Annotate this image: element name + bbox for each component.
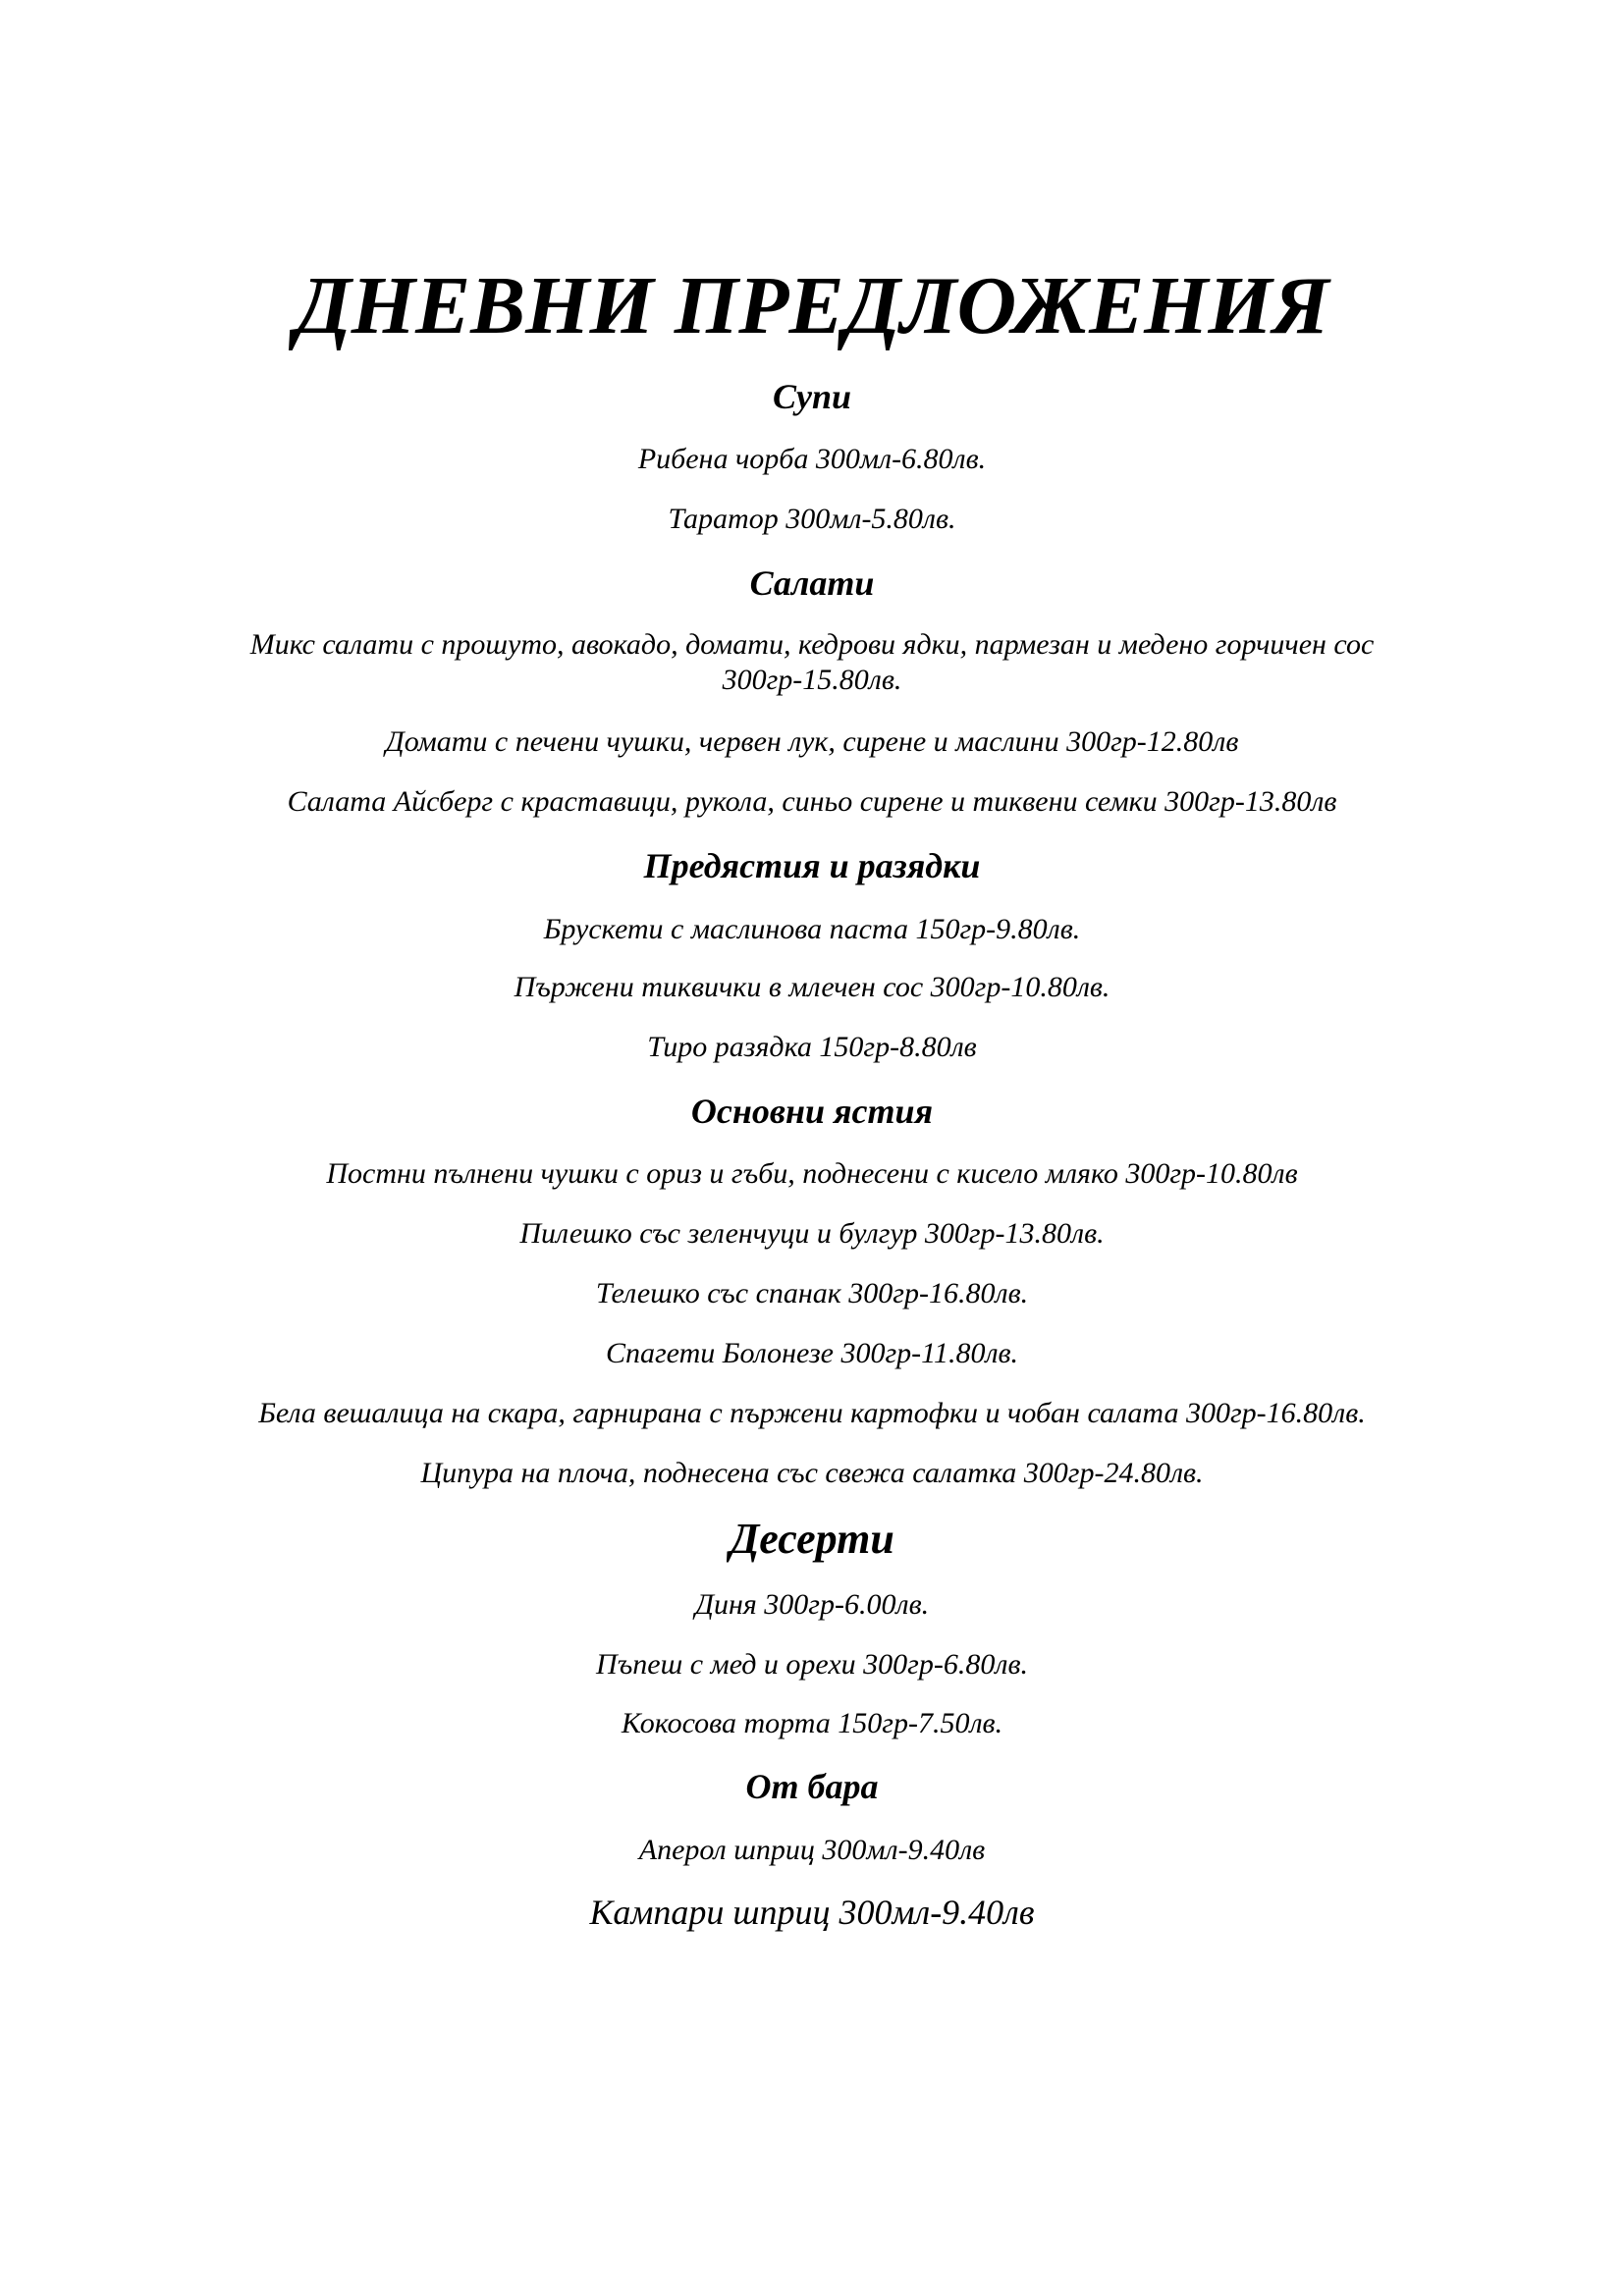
menu-item: Кампари шприц 300мл-9.40лв <box>589 1893 1035 1932</box>
menu-item: Кокосова торта 150гр-7.50лв. <box>621 1707 1003 1739</box>
section-heading-soups: Супи <box>772 377 852 416</box>
menu-item: Рибена чорба 300мл-6.80лв. <box>637 443 987 475</box>
menu-item: Телешко със спанак 300гр-16.80лв. <box>595 1277 1029 1309</box>
menu-item: Пържени тиквички в млечен сос 300гр-10.80лв. <box>514 971 1110 1003</box>
menu-item: Брускети с маслинова паста 150гр-9.80лв. <box>543 913 1081 945</box>
menu-item: Микс салати с прошуто, авокадо, домати, кедрови ядки, пармезан и медено горчичен сос 300гр-15.80лв. <box>249 628 1375 696</box>
menu-item: Диня 300гр-6.00лв. <box>694 1588 930 1621</box>
menu-item: Домати с печени чушки, червен лук, сирене и маслини 300гр-12.80лв <box>385 725 1239 758</box>
menu-item: Спагети Болонезе 300гр-11.80лв. <box>605 1337 1019 1369</box>
menu-item: Бела вешалица на скара, гарнирана с пържени картофки и чобан салата 300гр-16.80лв. <box>258 1397 1366 1429</box>
section-heading-desserts: Десерти <box>730 1515 894 1563</box>
menu-item: Таратор 300мл-5.80лв. <box>668 503 956 535</box>
menu-item: Постни пълнени чушки с ориз и гъби, поднесени с кисело мляко 300гр-10.80лв <box>326 1157 1298 1190</box>
menu-item: Пилешко със зеленчуци и булгур 300гр-13.80лв. <box>519 1217 1105 1250</box>
menu-item: Тиро разядка 150гр-8.80лв <box>647 1031 977 1063</box>
page-title: ДНЕВНИ ПРЕДЛОЖЕНИЯ <box>295 260 1329 351</box>
section-heading-salads: Салати <box>749 563 875 603</box>
menu-item: Аперол шприц 300мл-9.40лв <box>638 1834 986 1866</box>
section-heading-appetizers: Предястия и разядки <box>643 846 981 885</box>
menu-item: Ципура на плоча, поднесена със свежа салатка 300гр-24.80лв. <box>420 1457 1204 1489</box>
menu-item: Пъпеш с мед и орехи 300гр-6.80лв. <box>596 1648 1028 1681</box>
menu-item: Салата Айсберг с краставици, рукола, синьо сирене и тиквени семки 300гр-13.80лв <box>287 785 1337 818</box>
section-heading-bar: От бара <box>745 1767 879 1806</box>
section-heading-main-courses: Основни ястия <box>690 1092 934 1131</box>
